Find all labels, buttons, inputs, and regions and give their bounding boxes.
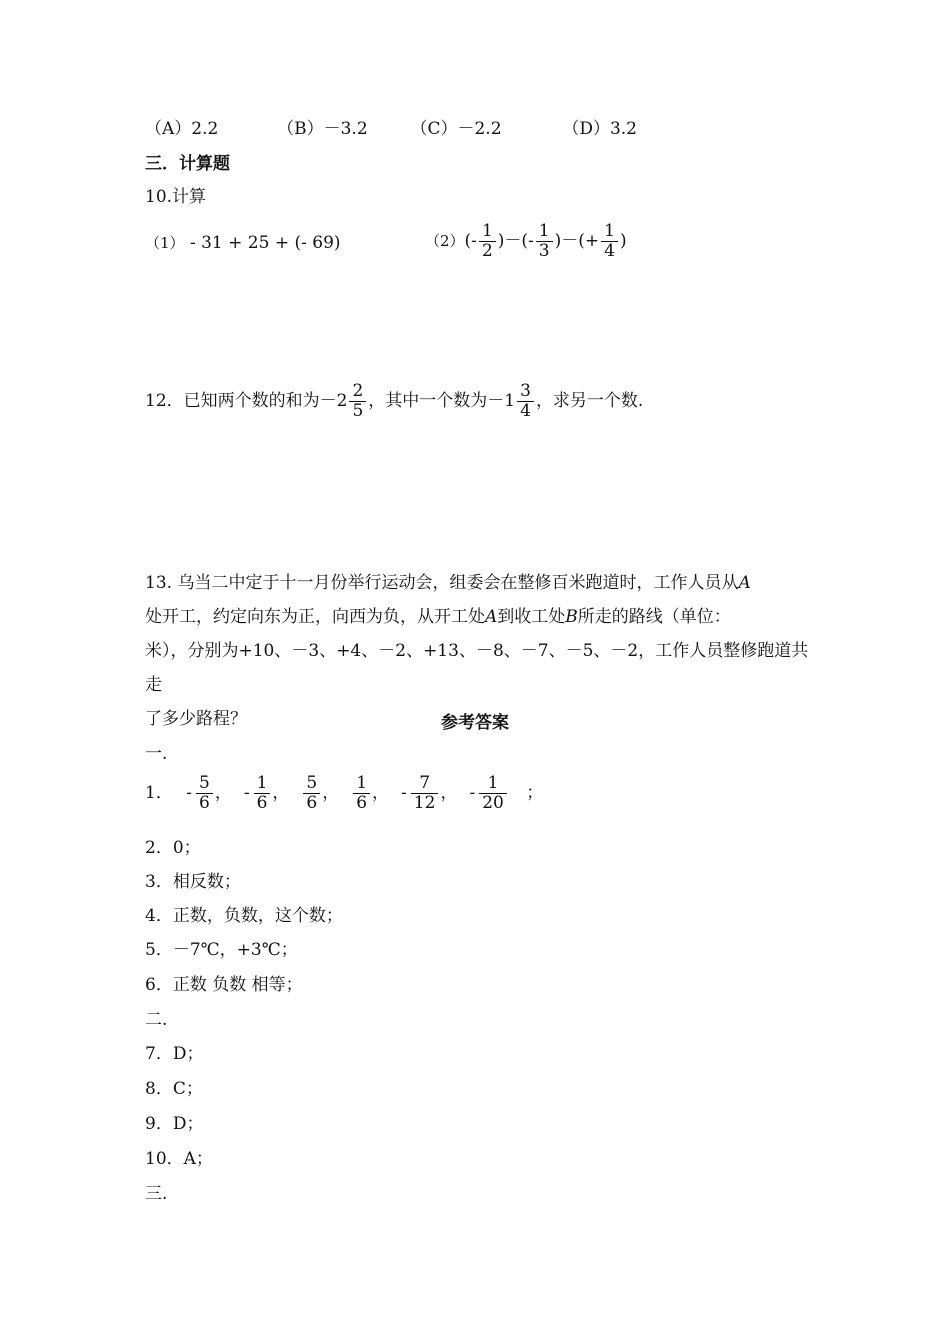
denominator: 3 xyxy=(538,241,550,261)
q13-line1 xyxy=(145,566,810,600)
q10-part1 xyxy=(145,232,341,254)
fraction xyxy=(479,222,496,261)
answer-5: 5．－7℃，+3℃； xyxy=(145,940,298,960)
answer-fraction xyxy=(393,773,458,813)
denominator: 6 xyxy=(356,793,368,813)
q10-part2-label: （2） xyxy=(425,232,465,250)
comma: ， xyxy=(322,783,340,803)
denominator: 20 xyxy=(482,793,504,813)
answers-title: 参考答案 xyxy=(441,713,509,733)
answer-10: 10．A； xyxy=(145,1149,213,1169)
denominator: 12 xyxy=(413,793,436,813)
option-d: （D）3.2 xyxy=(562,119,637,139)
section-heading-calc: 三．计算题 xyxy=(145,154,230,174)
q13-line3: 米），分别为+10、－3、+4、－2、+13、－8、－7、－5、－2，工作人员整修跑道共走 xyxy=(145,641,809,695)
q13-var-b: B xyxy=(565,607,578,627)
answer-1-fractions xyxy=(178,773,513,813)
q13-text: 所走的路线（单位： xyxy=(577,607,731,627)
q13-line4: 了多少路程？ xyxy=(145,709,247,729)
q10-part2 xyxy=(425,222,627,261)
q13-var-a: A xyxy=(485,607,498,627)
q13-text: 处开工，约定向东为正，向西为负，从开工处 xyxy=(145,607,485,627)
q13-line2 xyxy=(145,600,810,634)
fraction-sign: - xyxy=(401,783,407,803)
numerator: 1 xyxy=(601,222,618,242)
numerator: 2 xyxy=(349,382,366,402)
q10-part1-expr: - 31 + 25 + (- 69) xyxy=(189,233,341,253)
q12-prefix: 12．已知两个数的和为－2 xyxy=(145,391,348,411)
q12 xyxy=(145,382,643,421)
answers-part1-heading: 一. xyxy=(145,744,168,764)
q13-text: 13. 乌当二中定于十一月份举行运动会，组委会在整修百米跑道时，工作人员从 xyxy=(145,573,739,593)
fraction xyxy=(517,382,534,421)
option-b: （B）－3.2 xyxy=(277,119,368,139)
answer-7: 7．D； xyxy=(145,1044,204,1064)
q12-middle: ，其中一个数为－1 xyxy=(368,391,516,411)
answer-fraction xyxy=(343,773,390,813)
answer-fraction xyxy=(178,773,232,813)
denominator: 4 xyxy=(520,401,531,421)
fraction-sign: - xyxy=(243,783,250,803)
answer-fraction xyxy=(293,773,340,813)
fraction xyxy=(536,222,553,261)
q9-options xyxy=(145,118,637,140)
comma: ， xyxy=(372,783,390,803)
numerator: 1 xyxy=(479,774,507,794)
numerator: 5 xyxy=(196,774,213,794)
q10-mid2: )－(+ xyxy=(554,231,600,251)
fraction xyxy=(254,774,271,813)
denominator: 6 xyxy=(198,793,210,813)
answer-1-end: ； xyxy=(526,783,544,803)
q10-title: 10.计算 xyxy=(145,187,207,207)
answer-fraction xyxy=(236,773,290,813)
answers-part3-heading: 三. xyxy=(145,1184,168,1204)
fraction xyxy=(196,774,213,813)
fraction-sign: - xyxy=(469,783,476,803)
answer-1 xyxy=(145,774,543,813)
fraction-sign: - xyxy=(186,783,192,803)
numerator: 1 xyxy=(353,774,370,794)
fraction xyxy=(601,222,618,261)
fraction xyxy=(349,382,366,421)
fraction xyxy=(479,774,507,813)
option-c: （C）－2.2 xyxy=(410,119,502,139)
q13-var-a: A xyxy=(738,573,751,593)
fraction xyxy=(411,774,439,813)
denominator: 5 xyxy=(352,401,364,421)
q10-mid1: )－(- xyxy=(497,231,534,251)
answer-1-label: 1． xyxy=(145,783,173,803)
answer-4: 4．正数，负数，这个数； xyxy=(145,906,343,926)
denominator: 4 xyxy=(604,241,615,261)
answer-8: 8．C； xyxy=(145,1079,203,1099)
comma: ， xyxy=(440,783,458,803)
numerator: 1 xyxy=(254,774,271,794)
fraction xyxy=(353,774,370,813)
fraction xyxy=(303,774,320,813)
q12-suffix: ，求另一个数. xyxy=(535,391,644,411)
numerator: 1 xyxy=(536,222,553,242)
answer-3: 3．相反数； xyxy=(145,872,241,892)
q13-text: 到收工处 xyxy=(497,607,566,627)
numerator: 5 xyxy=(303,774,320,794)
q10-open1: (- xyxy=(464,231,477,251)
q10-close: ) xyxy=(619,231,627,251)
numerator: 7 xyxy=(411,774,439,794)
option-a: （A）2.2 xyxy=(145,119,219,139)
denominator: 2 xyxy=(481,241,493,261)
comma: ， xyxy=(214,783,232,803)
numerator: 1 xyxy=(479,222,496,242)
answers-part2-heading: 二. xyxy=(145,1010,168,1030)
answer-2: 2．0； xyxy=(145,838,201,858)
denominator: 6 xyxy=(256,793,268,813)
answer-fraction xyxy=(461,773,508,813)
denominator: 6 xyxy=(306,793,318,813)
q10-part1-label: （1） xyxy=(145,234,185,252)
comma: ， xyxy=(272,783,290,803)
numerator: 3 xyxy=(517,382,534,402)
answer-6: 6．正数 负数 相等； xyxy=(145,975,303,995)
answer-9: 9．D； xyxy=(145,1114,204,1134)
